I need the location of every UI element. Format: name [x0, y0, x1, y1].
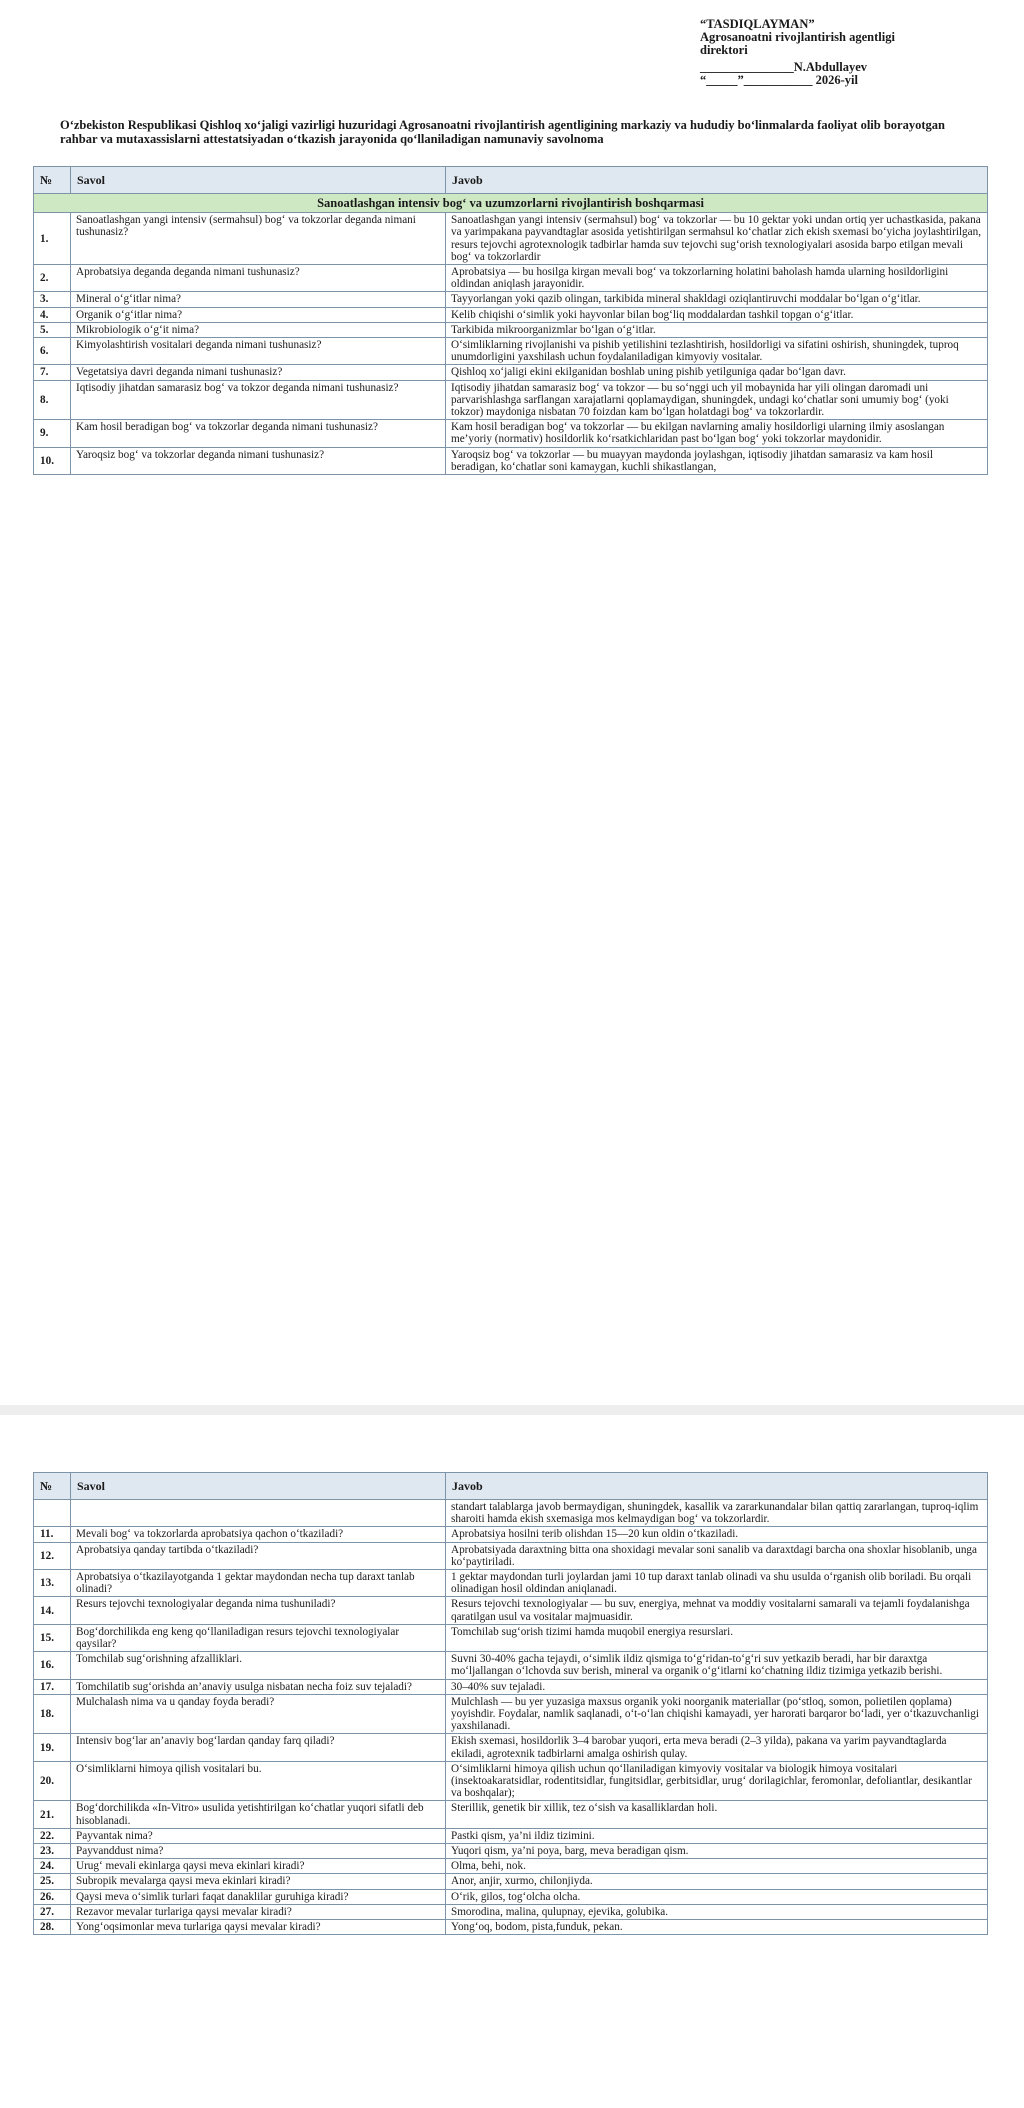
continuation-answer: standart talablarga javob bermaydigan, shuningdek, kasallik va zararkunandalar bilan qattiq zararlangan, tuproq-iqlim sharoiti hamda ekish sxemasiga mos kelmaydigan bog‘ va tokzorlardir. — [446, 1500, 988, 1527]
table-row — [34, 1874, 988, 1889]
questions-table-page2 — [33, 1472, 988, 1935]
row-number: 23. — [34, 1844, 71, 1859]
row-answer: Yong‘oq, bodom, pista,funduk, pekan. — [446, 1920, 988, 1935]
row-question: Tomchilatib sug‘orishda an’anaviy usulga nisbatan necha foiz suv tejaladi? — [71, 1679, 446, 1694]
section-title: Sanoatlashgan intensiv bog‘ va uzumzorlarni rivojlantirish boshqarmasi — [34, 194, 988, 213]
table-header-row — [34, 1473, 988, 1500]
row-question: Mevali bog‘ va tokzorlarda aprobatsiya qachon o‘tkaziladi? — [71, 1527, 446, 1542]
table-row — [34, 420, 988, 447]
questions-table-page1 — [33, 166, 988, 475]
row-question: O‘simliklarni himoya qilish vositalari bu. — [71, 1761, 446, 1801]
header-question: Savol — [71, 167, 446, 194]
row-number: 20. — [34, 1761, 71, 1801]
row-answer: Yaroqsiz bog‘ va tokzorlar — bu muayyan maydonda joylashgan, iqtisodiy jihatdan samarasiz va kam hosil beradigan, ko‘chatlar soni kamaygan, kuchli shikastlangan, — [446, 447, 988, 474]
table-header-row — [34, 167, 988, 194]
continuation-row — [34, 1500, 988, 1527]
row-question: Mulchalash nima va u qanday foyda beradi? — [71, 1694, 446, 1734]
row-answer: Iqtisodiy jihatdan samarasiz bog‘ va tokzor — bu so‘nggi uch yil mobaynida har yili olingan daromadi uni parvarishlashga sarflangan xarajatlarni qoplamaydigan, shuningdek, undagi ko‘chatlar soni umumiy bog‘ (yoki tokzor) maydoniga nisbatan 70 foizdan kam bo‘lgan holatdagi bog‘ va tokzorlardir. — [446, 380, 988, 420]
row-answer: O‘simliklarning rivojlanishi va pishib yetilishini tezlashtirish, hosildorligi va sifatini oshirish, shuningdek, tuproq unumdorligini yaxshilash uchun foydalaniladigan kimyoviy vositalar. — [446, 338, 988, 365]
row-number: 24. — [34, 1859, 71, 1874]
table-row — [34, 338, 988, 365]
row-number: 10. — [34, 447, 71, 474]
row-answer: Aprobatsiya hosilni terib olishdan 15—20 kun oldin o‘tkaziladi. — [446, 1527, 988, 1542]
row-question: Resurs tejovchi texnologiyalar deganda nima tushuniladi? — [71, 1597, 446, 1624]
row-answer: Ekish sxemasi, hosildorlik 3–4 barobar yuqori, erta meva beradi (2–3 yilda), pakana va yarim payvandtaglarda ekiladi, agrotexnik tadbirlarni amalga oshirish qulay. — [446, 1734, 988, 1761]
row-answer: Mulchlash — bu yer yuzasiga maxsus organik yoki noorganik materiallar (po‘stloq, somon, polietilen qoplama) yoyishdir. Foydalar, namlik saqlanadi, o‘t-o‘lan chiqishi kamayadi, yer harorati barqaror bo‘ladi, yer o‘tkazuvchanligi yaxshilanadi. — [446, 1694, 988, 1734]
row-number: 8. — [34, 380, 71, 420]
header-answer: Javob — [446, 167, 988, 194]
row-question: Tomchilab sug‘orishning afzalliklari. — [71, 1652, 446, 1679]
table-row — [34, 447, 988, 474]
row-number: 14. — [34, 1597, 71, 1624]
table-row — [34, 307, 988, 322]
row-number: 25. — [34, 1874, 71, 1889]
table-row — [34, 1734, 988, 1761]
row-answer: Olma, behi, nok. — [446, 1859, 988, 1874]
row-number: 18. — [34, 1694, 71, 1734]
row-number: 22. — [34, 1828, 71, 1843]
row-answer: Qishloq xo‘jaligi ekini ekilganidan boshlab uning pishib yetilguniga qadar bo‘lgan davr. — [446, 365, 988, 380]
row-number: 13. — [34, 1570, 71, 1597]
table-row — [34, 1761, 988, 1801]
table-row — [34, 1527, 988, 1542]
table-row — [34, 1844, 988, 1859]
row-number: 16. — [34, 1652, 71, 1679]
approval-date: “_____”___________ 2026-yil — [700, 73, 858, 87]
table-row — [34, 1694, 988, 1734]
row-answer: Pastki qism, ya’ni ildiz tizimini. — [446, 1828, 988, 1843]
row-answer: Sanoatlashgan yangi intensiv (sermahsul) bog‘ va tokzorlar — bu 10 gektar yoki undan ortiq yer uchastkasida, pakana va yarimpakana payvandtaglar asosida yetishtirilgan sermahsul ko‘chatlar zich ekish sxemasi bo‘yicha joylashtirilgan, resurs tejovchi agrotexnologik tadbirlar hamda suv tejovchi sug‘orish texnologiyalari asosida barpo etilgan mevali bog‘ va tokzorlardir — [446, 213, 988, 265]
row-number: 15. — [34, 1624, 71, 1651]
row-answer: O‘rik, gilos, tog‘olcha olcha. — [446, 1889, 988, 1904]
row-answer: Tayyorlangan yoki qazib olingan, tarkibida mineral shakldagi oziqlantiruvchi moddalar bo‘lgan o‘g‘itlar. — [446, 292, 988, 307]
row-question: Payvanddust nima? — [71, 1844, 446, 1859]
table-row — [34, 1597, 988, 1624]
row-number: 19. — [34, 1734, 71, 1761]
row-answer: Suvni 30-40% gacha tejaydi, o‘simlik ildiz qismiga to‘g‘ridan-to‘g‘ri suv yetkazib beradi, har bir daraxtga mo‘ljallangan o‘lchovda suv berish, mineral va organik o‘g‘itlarni ko‘chatning ildiz tizimiga yetkazib berishi. — [446, 1652, 988, 1679]
approval-block — [700, 18, 1000, 87]
row-question: Subropik mevalarga qaysi meva ekinlari kiradi? — [71, 1874, 446, 1889]
row-question: Payvantak nima? — [71, 1828, 446, 1843]
row-answer: Yuqori qism, ya’ni poya, barg, meva beradigan qism. — [446, 1844, 988, 1859]
approval-org-line2: direktori — [700, 43, 748, 57]
page-separator — [0, 1405, 1024, 1415]
row-answer: Tomchilab sug‘orish tizimi hamda muqobil energiya resurslari. — [446, 1624, 988, 1651]
row-question: Mineral o‘g‘itlar nima? — [71, 292, 446, 307]
row-question: Aprobatsiya o‘tkazilayotganda 1 gektar maydondan necha tup daraxt tanlab olinadi? — [71, 1570, 446, 1597]
row-number: 4. — [34, 307, 71, 322]
approval-org-line1: Agrosanoatni rivojlantirish agentligi — [700, 30, 895, 44]
header-answer: Javob — [446, 1473, 988, 1500]
row-number: 7. — [34, 365, 71, 380]
row-answer: Kelib chiqishi o‘simlik yoki hayvonlar bilan bog‘liq moddalardan tashkil topgan o‘g‘itlar. — [446, 307, 988, 322]
row-answer: Smorodina, malina, qulupnay, ejevika, golubika. — [446, 1904, 988, 1919]
row-answer: Kam hosil beradigan bog‘ va tokzorlar — bu ekilgan navlarning amaliy hosildorligi ularning ilmiy asoslangan me’yoriy (normativ) hosildorlik ko‘rsatkichlaridan past bo‘lgan bog‘ yoki tokzorlar maydonidir. — [446, 420, 988, 447]
row-question: Rezavor mevalar turlariga qaysi mevalar kiradi? — [71, 1904, 446, 1919]
document-page-2 — [0, 1415, 1024, 2108]
row-question: Urug‘ mevali ekinlarga qaysi meva ekinlari kiradi? — [71, 1859, 446, 1874]
header-question: Savol — [71, 1473, 446, 1500]
table-row — [34, 213, 988, 265]
row-question: Bog‘dorchilikda eng keng qo‘llaniladigan resurs tejovchi texnologiyalar qaysilar? — [71, 1624, 446, 1651]
row-question: Vegetatsiya davri deganda nimani tushunasiz? — [71, 365, 446, 380]
row-number: 11. — [34, 1527, 71, 1542]
row-number: 3. — [34, 292, 71, 307]
row-number: 27. — [34, 1904, 71, 1919]
table-row — [34, 1859, 988, 1874]
row-question: Bog‘dorchilikda «In-Vitro» usulida yetishtirilgan ko‘chatlar yuqori sifatli deb hisoblanadi. — [71, 1801, 446, 1828]
row-answer: 1 gektar maydondan turli joylardan jami 10 tup daraxt tanlab olinadi va shu usulda o‘rganish olib boriladi. Bu orqali olinadigan hosil oldindan aniqlanadi. — [446, 1570, 988, 1597]
table-row — [34, 1828, 988, 1843]
table-row — [34, 365, 988, 380]
table-row — [34, 1679, 988, 1694]
row-question: Aprobatsiya deganda deganda nimani tushunasiz? — [71, 265, 446, 292]
table-row — [34, 1652, 988, 1679]
row-number: 9. — [34, 420, 71, 447]
row-number: 1. — [34, 213, 71, 265]
row-question: Aprobatsiya qanday tartibda o‘tkaziladi? — [71, 1542, 446, 1569]
table-row — [34, 292, 988, 307]
document-heading: O‘zbekiston Respublikasi Qishloq xo‘jaligi vazirligi huzuridagi Agrosanoatni rivojlantirish agentligining markaziy va hududiy bo‘linmalarda faoliyat olib borayotgan rahbar va mutaxassislarni attestatsiyadan o‘tkazish jarayonida qo‘llaniladigan namunaviy savolnoma — [60, 118, 945, 146]
row-number: 28. — [34, 1920, 71, 1935]
table-row — [34, 1801, 988, 1828]
row-question: Intensiv bog‘lar an’anaviy bog‘lardan qanday farq qiladi? — [71, 1734, 446, 1761]
row-question: Yong‘oqsimonlar meva turlariga qaysi mevalar kiradi? — [71, 1920, 446, 1935]
header-num: № — [34, 1473, 71, 1500]
row-question: Iqtisodiy jihatdan samarasiz bog‘ va tokzor deganda nimani tushunasiz? — [71, 380, 446, 420]
row-number: 6. — [34, 338, 71, 365]
table-row — [34, 265, 988, 292]
row-answer: 30–40% suv tejaladi. — [446, 1679, 988, 1694]
table-row — [34, 322, 988, 337]
row-number: 26. — [34, 1889, 71, 1904]
row-number: 21. — [34, 1801, 71, 1828]
row-question: Yaroqsiz bog‘ va tokzorlar deganda nimani tushunasiz? — [71, 447, 446, 474]
row-number: 5. — [34, 322, 71, 337]
row-question: Sanoatlashgan yangi intensiv (sermahsul) bog‘ va tokzorlar deganda nimani tushunasiz? — [71, 213, 446, 265]
table-row — [34, 1624, 988, 1651]
row-question: Qaysi meva o‘simlik turlari faqat danaklilar guruhiga kiradi? — [71, 1889, 446, 1904]
table-row — [34, 1570, 988, 1597]
row-answer: Sterillik, genetik bir xillik, tez o‘sish va kasalliklardan holi. — [446, 1801, 988, 1828]
table-row — [34, 1904, 988, 1919]
row-answer: O‘simliklarni himoya qilish uchun qo‘llaniladigan kimyoviy vositalar va biologik himoya vositalari (insektoakaratsidlar, rodentitsidlar, fungitsidlar, gerbitsidlar, urug‘ dorilagichlar, feromonlar, defoliantlar, desikantlar va boshqalar); — [446, 1761, 988, 1801]
table-row — [34, 1542, 988, 1569]
row-number: 17. — [34, 1679, 71, 1694]
row-answer: Anor, anjir, xurmo, chilonjiyda. — [446, 1874, 988, 1889]
table-row — [34, 1889, 988, 1904]
row-answer: Tarkibida mikroorganizmlar bo‘lgan o‘g‘itlar. — [446, 322, 988, 337]
row-number: 2. — [34, 265, 71, 292]
section-row — [34, 194, 988, 213]
row-answer: Aprobatsiyada daraxtning bitta ona shoxidagi mevalar soni sanalib va daraxtdagi barcha ona shoxlar hisoblanib, unga ko‘paytiriladi. — [446, 1542, 988, 1569]
row-answer: Aprobatsiya — bu hosilga kirgan mevali bog‘ va tokzorlarning holatini baholash hamda ularning hosildorligini oldindan aniqlash jarayonidir. — [446, 265, 988, 292]
approval-title: “TASDIQLAYMAN” — [700, 17, 815, 31]
approval-signature: _______________N.Abdullayev — [700, 60, 868, 74]
row-question: Organik o‘g‘itlar nima? — [71, 307, 446, 322]
table-row — [34, 380, 988, 420]
row-question: Kam hosil beradigan bog‘ va tokzorlar deganda nimani tushunasiz? — [71, 420, 446, 447]
header-num: № — [34, 167, 71, 194]
row-question: Kimyolashtirish vositalari deganda nimani tushunasiz? — [71, 338, 446, 365]
row-number: 12. — [34, 1542, 71, 1569]
row-question: Mikrobiologik o‘g‘it nima? — [71, 322, 446, 337]
table-row — [34, 1920, 988, 1935]
row-answer: Resurs tejovchi texnologiyalar — bu suv, energiya, mehnat va moddiy vositalarni samarali va tejamli foydalanishga qaratilgan usul va vositalar majmuasidir. — [446, 1597, 988, 1624]
